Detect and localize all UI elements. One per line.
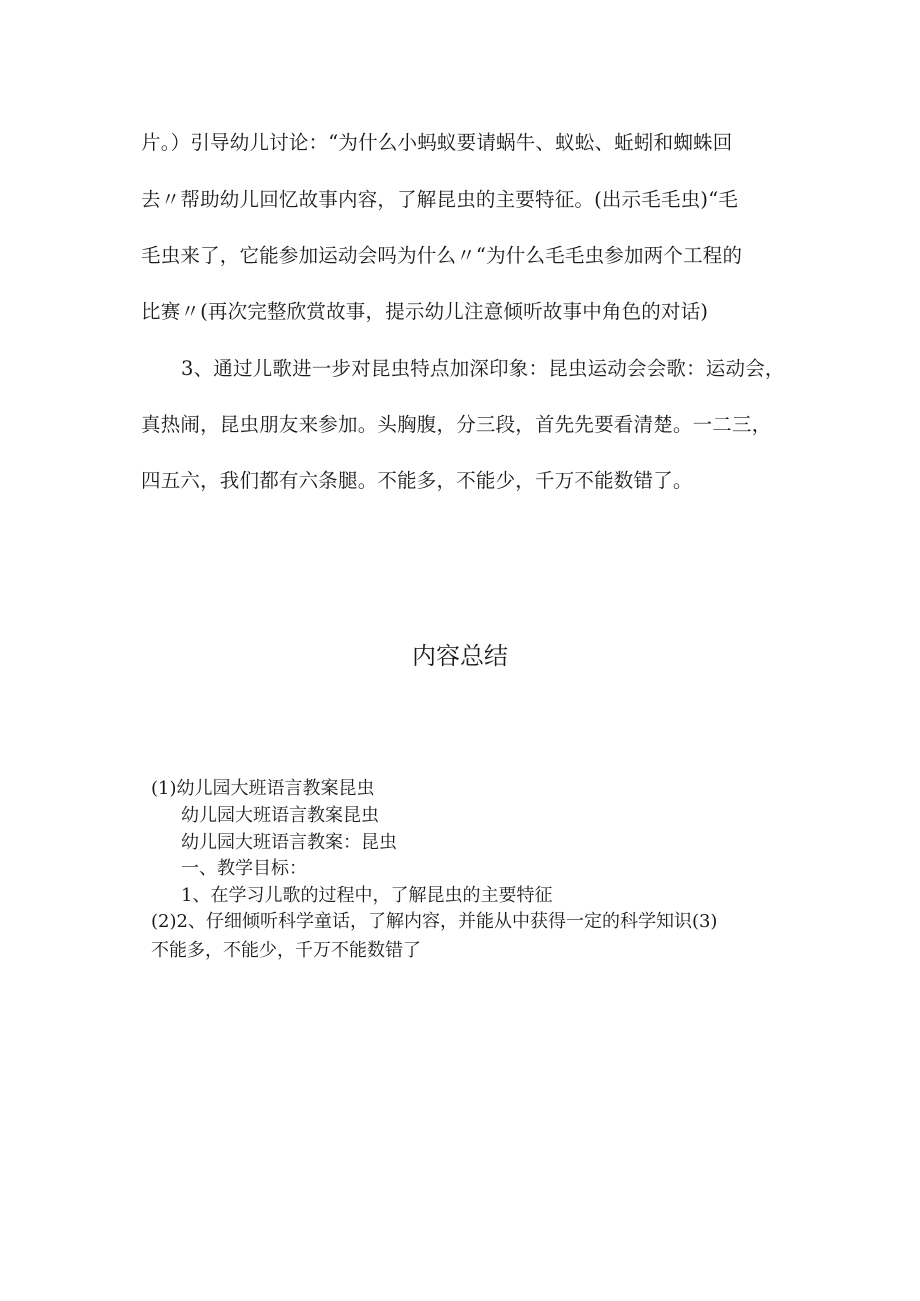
summary-line: 幼儿园大班语言教案：昆虫 xyxy=(181,832,397,853)
body-paragraph-line: 3、通过儿歌进一步对昆虫特点加深印象：昆虫运动会会歌：运动会， xyxy=(181,357,785,380)
summary-line: 一、教学目标： xyxy=(181,858,307,879)
body-paragraph-line: 毛虫来了，它能参加运动会吗为什么〃“为什么毛毛虫参加两个工程的 xyxy=(141,244,743,267)
summary-line: 1、在学习儿歌的过程中，了解昆虫的主要特征 xyxy=(181,885,553,906)
summary-line: 不能多，不能少，千万不能数错了 xyxy=(151,940,421,961)
summary-line: (1)幼儿园大班语言教案昆虫 xyxy=(151,778,375,799)
summary-line: 幼儿园大班语言教案昆虫 xyxy=(181,805,379,826)
body-paragraph-line: 真热闹，昆虫朋友来参加。头胸腹，分三段，首先先要看清楚。一二三， xyxy=(141,413,772,436)
body-paragraph-line: 比赛〃(再次完整欣赏故事，提示幼儿注意倾听故事中角色的对话) xyxy=(141,300,709,323)
body-paragraph-line: 片。）引导幼儿讨论：“为什么小蚂蚁要请蜗牛、蚁蚣、蚯蚓和蜘蛛回 xyxy=(141,131,733,154)
body-paragraph-line: 去〃帮助幼儿回忆故事内容，了解昆虫的主要特征。(出示毛毛虫)“毛 xyxy=(141,188,739,211)
body-paragraph-line: 四五六，我们都有六条腿。不能多，不能少，千万不能数错了。 xyxy=(141,469,693,492)
summary-title: 内容总结 xyxy=(412,642,508,670)
summary-line: (2)2、仔细倾听科学童话，了解内容，并能从中获得一定的科学知识(3) xyxy=(151,911,718,932)
